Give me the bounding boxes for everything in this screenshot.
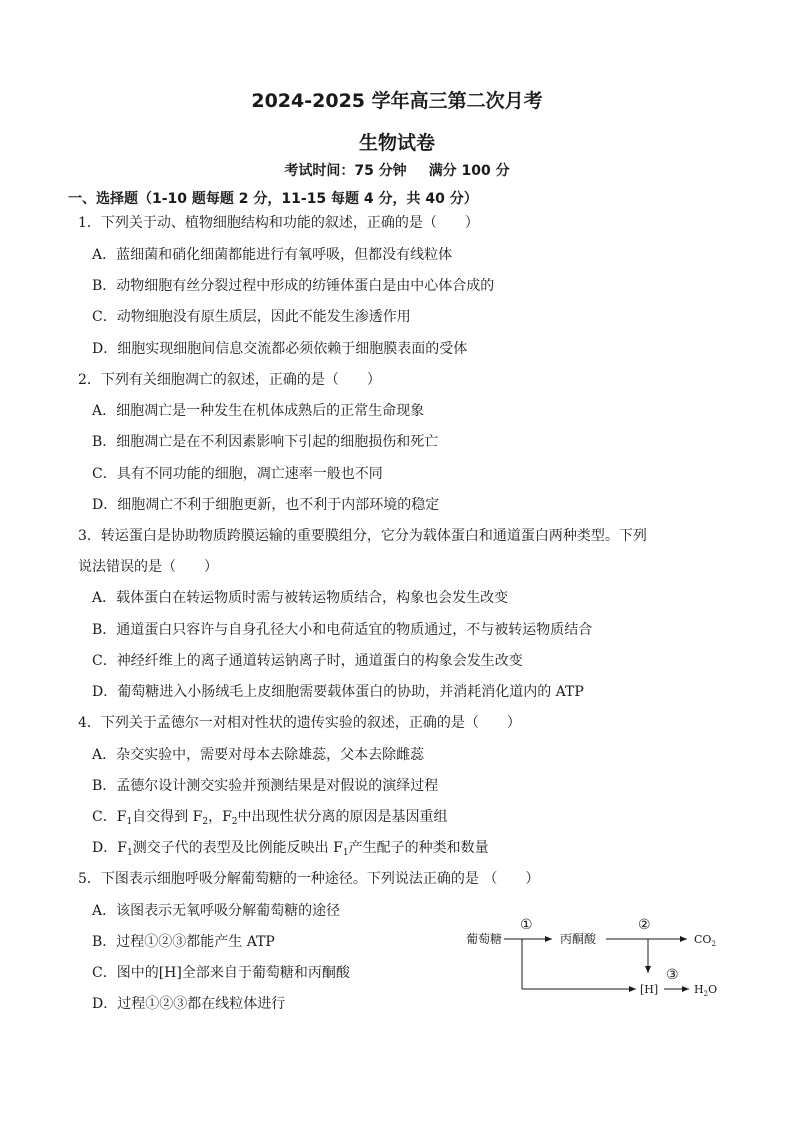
question-1-option-b: B．动物细胞有丝分裂过程中形成的纺锤体蛋白是由中心体合成的	[92, 278, 495, 294]
question-1-stem: 1．下列关于动、植物细胞结构和功能的叙述，正确的是（ ）	[78, 215, 479, 231]
step-2-label: ②	[638, 917, 651, 933]
co2-label: $CO_2$	[694, 933, 716, 948]
question-1-option-a: A．蓝细菌和硝化细菌都能进行有氧呼吸，但都没有线粒体	[92, 247, 453, 263]
section-heading: 一、选择题（1-10 题每题 2 分，11-15 每题 4 分，共 40 分）	[68, 191, 478, 207]
question-3-option-b: B．通道蛋白只容许与自身孔径大小和电荷适宜的物质通过，不与被转运物质结合	[92, 622, 593, 638]
question-4-option-a: A．杂交实验中，需要对母本去除雄蕊，父本去除雌蕊	[92, 747, 425, 763]
question-4-option-d: D．$F_1$测交子代的表型及比例能反映出 $F_1$产生配子的种类和数量	[92, 840, 489, 858]
question-3-option-a: A．载体蛋白在转运物质时需与被转运物质结合，构象也会发生改变	[92, 590, 509, 606]
question-1-option-d: D．细胞实现细胞间信息交流都必须依赖于细胞膜表面的受体	[92, 341, 468, 357]
question-4-option-c: C．$F_1$自交得到 $F_2$，$F_2$中出现性状分离的原因是基因重组	[92, 809, 448, 827]
exam-score: 满分 100 分	[428, 163, 510, 179]
question-4-option-b: B．孟德尔设计测交实验并预测结果是对假说的演绎过程	[92, 778, 439, 794]
pyruvate-label: 丙酮酸	[560, 932, 597, 946]
respiration-pathway-diagram	[460, 915, 730, 1005]
glucose-label: 葡萄糖	[466, 932, 503, 946]
water-label: $H_2O$	[694, 983, 718, 998]
step-1-label: ①	[520, 917, 533, 933]
exam-subject: 生物试卷	[358, 132, 435, 154]
question-5-stem: 5．下图表示细胞呼吸分解葡萄糖的一种途径。下列说法正确的是 （ ）	[78, 871, 540, 887]
question-3-stem-cont: 说法错误的是（ ）	[78, 559, 218, 575]
exam-title: 2024-2025 学年高三第二次月考	[251, 90, 543, 112]
exam-meta	[0, 160, 794, 180]
question-2-stem: 2．下列有关细胞凋亡的叙述，正确的是（ ）	[78, 372, 381, 388]
exam-time: 考试时间：75 分钟	[284, 163, 407, 179]
question-1-option-c: C．动物细胞没有原生质层，因此不能发生渗透作用	[92, 309, 411, 325]
question-3-option-c: C．神经纤维上的离子通道转运钠离子时，通道蛋白的构象会发生改变	[92, 653, 523, 669]
question-5-option-c: C．图中的[H]全部来自于葡萄糖和丙酮酸	[92, 965, 350, 981]
question-2-option-d: D．细胞凋亡不利于细胞更新，也不利于内部环境的稳定	[92, 497, 440, 513]
question-2-option-b: B．细胞凋亡是在不利因素影响下引起的细胞损伤和死亡	[92, 434, 439, 450]
question-5-option-b: B．过程①②③都能产生 ATP	[92, 934, 275, 950]
step-3-label: ③	[666, 967, 679, 983]
question-2-option-c: C．具有不同功能的细胞，凋亡速率一般也不同	[92, 466, 383, 482]
question-4-stem: 4．下列关于孟德尔一对相对性状的遗传实验的叙述，正确的是（ ）	[78, 715, 521, 731]
question-5-option-d: D．过程①②③都在线粒体进行	[92, 996, 286, 1012]
question-3-stem: 3．转运蛋白是协助物质跨膜运输的重要膜组分，它分为载体蛋白和通道蛋白两种类型。下列	[78, 528, 647, 544]
question-5-option-a: A．该图表示无氧呼吸分解葡萄糖的途径	[92, 903, 341, 919]
h-label: [H]	[640, 983, 659, 996]
question-2-option-a: A．细胞凋亡是一种发生在机体成熟后的正常生命现象	[92, 403, 425, 419]
question-3-option-d: D．葡萄糖进入小肠绒毛上皮细胞需要载体蛋白的协助，并消耗消化道内的 ATP	[92, 684, 584, 700]
